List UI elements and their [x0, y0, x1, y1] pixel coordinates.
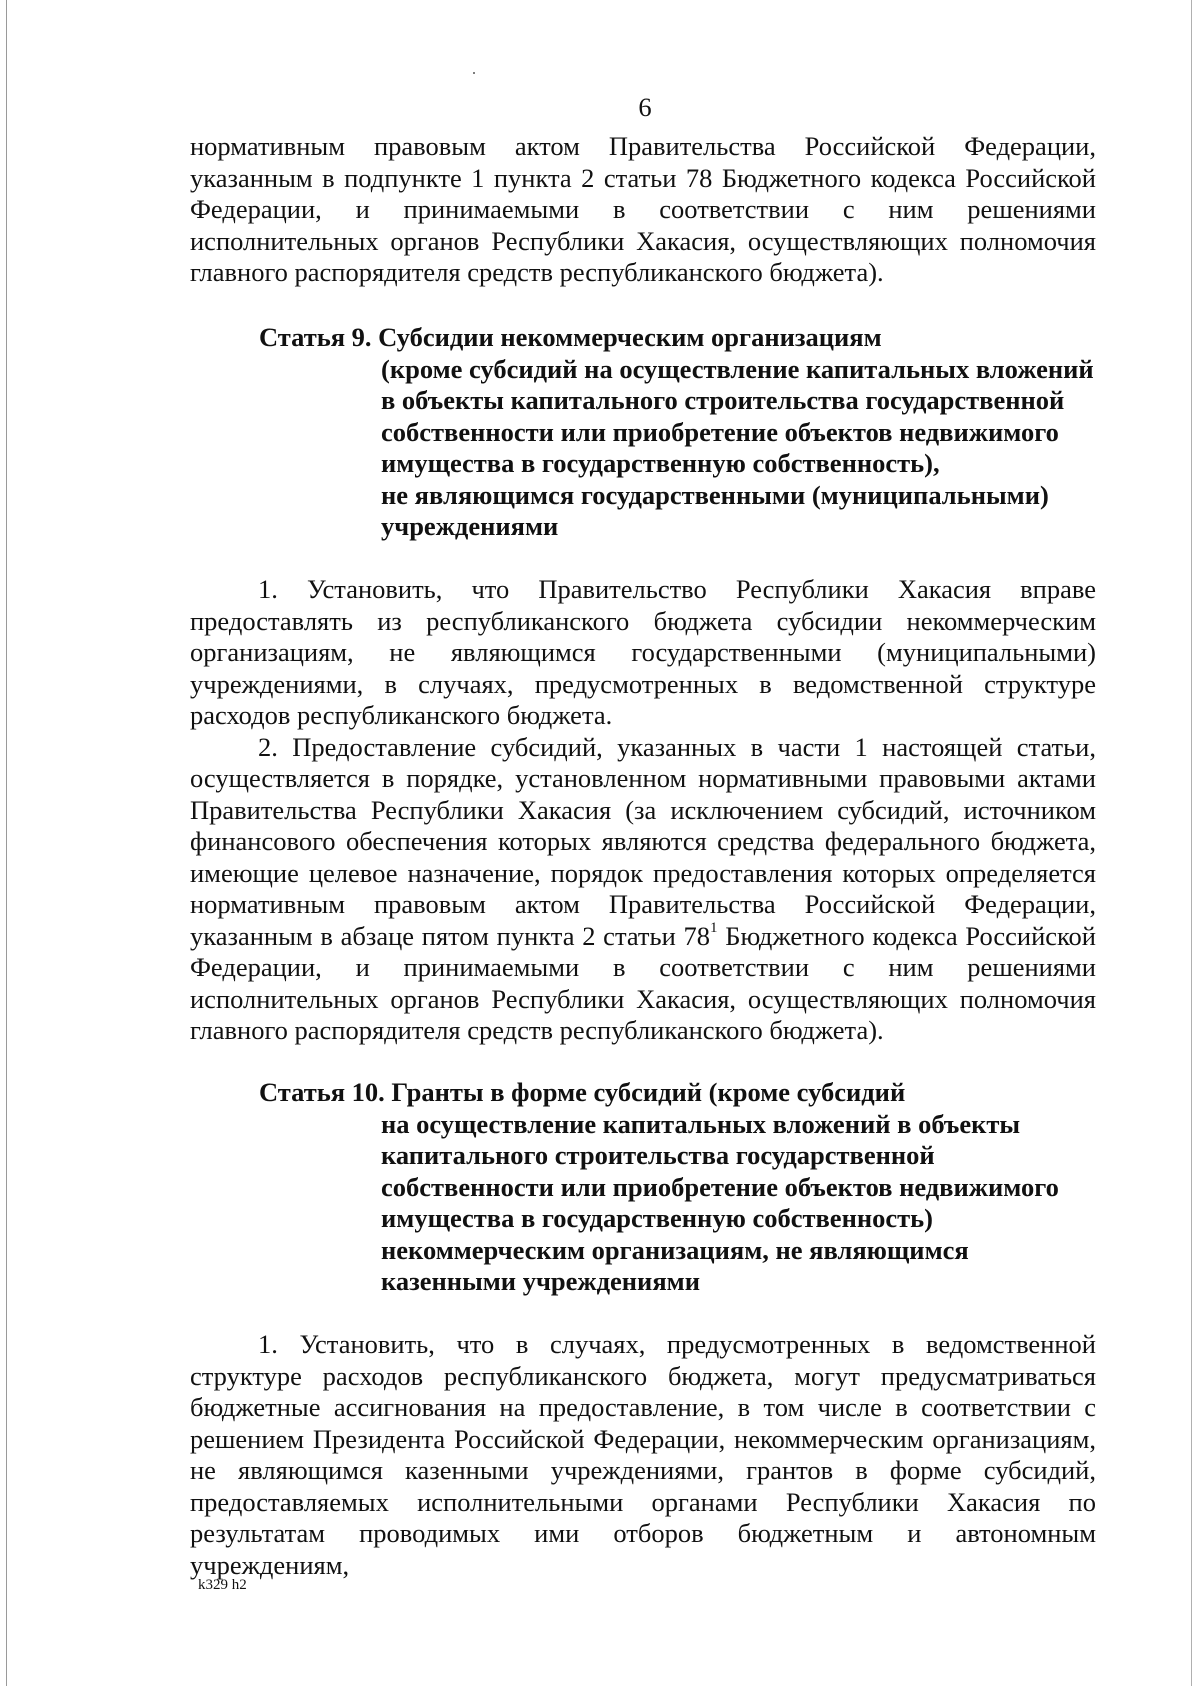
article-10-body	[190, 1329, 1096, 1581]
scan-edge-right	[1191, 0, 1192, 1686]
article-9-paragraph-1: 1. Установить, что Правительство Республики Хакасия вправе предоставлять из республиканского бюджета субсидии некоммерческим организациям, не являющимся государственными (муниципальными) учреждениями, в случаях, предусмотренных в ведомственной структуре расходов республиканского бюджета.	[190, 574, 1096, 730]
article-10-title-line: на осуществление капитальных вложений в объекты	[381, 1108, 1021, 1139]
article-9-title-line: не являющимся государственными (муниципальными)	[381, 479, 1049, 510]
footer-code: k329 h2	[198, 1577, 247, 1593]
scan-edge-left	[6, 0, 7, 1686]
page-number: 6	[638, 92, 652, 122]
article-10-title-line: некоммерческим организациям, не являющимся	[381, 1234, 969, 1265]
intro-paragraph: нормативным правовым актом Правительства Российской Федерации, указанным в подпункте 1 пункта 2 статьи 78 Бюджетного кодекса Российской Федерации, и принимаемыми в соответствии с ним решениями исполнительных органов Республики Хакасия, осуществляющих полномочия главного распорядителя средств республиканского бюджета).	[190, 131, 1096, 287]
article-9-title-line: собственности или приобретение объектов недвижимого	[381, 416, 1059, 447]
article-9-heading	[259, 322, 1109, 543]
article-10-paragraph-1: 1. Установить, что в случаях, предусмотренных в ведомственной структуре расходов республиканского бюджета, могут предусматриваться бюджетные ассигнования на предоставление, в том числе в соответствии с решением Президента Российской Федерации, некоммерческим организациям, не являющимся казенными учреждениями, грантов в форме субсидий, предоставляемых исполнительными органами Республики Хакасия по результатам проводимых ими отборов бюджетным и автономным учреждениям,	[190, 1329, 1096, 1580]
intro-section	[190, 131, 1096, 289]
article-10-title-line: имущества в государственную собственность)	[381, 1203, 933, 1233]
article-9-body	[190, 574, 1096, 1047]
article-10-title-line: казенными учреждениями	[381, 1266, 700, 1296]
article-9-title: Статья 9. Субсидии некоммерческим организациям	[259, 322, 882, 352]
article-10-heading	[259, 1077, 1109, 1298]
article-10-title-line: собственности или приобретение объектов недвижимого	[381, 1171, 1059, 1202]
article-9-title-line: (кроме субсидий на осуществление капитальных вложений	[381, 353, 1094, 384]
article-9-title-line: в объекты капитального строительства государственной	[381, 385, 1065, 415]
article-9-paragraph-2	[190, 732, 1096, 1047]
article-9-title-line: учреждениями	[381, 511, 559, 541]
article-10-title: Статья 10. Гранты в форме субсидий (кроме субсидий	[259, 1077, 906, 1107]
scan-speck	[473, 72, 475, 74]
article-9-title-line: имущества в государственную собственность),	[381, 448, 940, 478]
article-9-paragraph-2-text-end: Бюджетного кодекса Российской Федерации, и принимаемыми в соответствии с ним решениями исполнительных органов Республики Хакасия, осуществляющих полномочия главного распорядителя средств республиканского бюджета).	[190, 920, 1096, 1045]
article-9-paragraph-2-text: 2. Предоставление субсидий, указанных в части 1 настоящей статьи, осуществляется в порядке, установленном нормативными правовыми актами Правительства Республики Хакасия (за исключением субсидий, источником финансового обеспечения которых являются средства федерального бюджета, имеющие целевое назначение, порядок предоставления которых определяется нормативным правовым актом Правительства Российской Федерации, указанным в абзаце пятом пункта 2 статьи 78	[190, 731, 1096, 951]
superscript-mark: 1	[710, 919, 718, 936]
article-10-title-line: капитального строительства государственной	[381, 1140, 935, 1170]
